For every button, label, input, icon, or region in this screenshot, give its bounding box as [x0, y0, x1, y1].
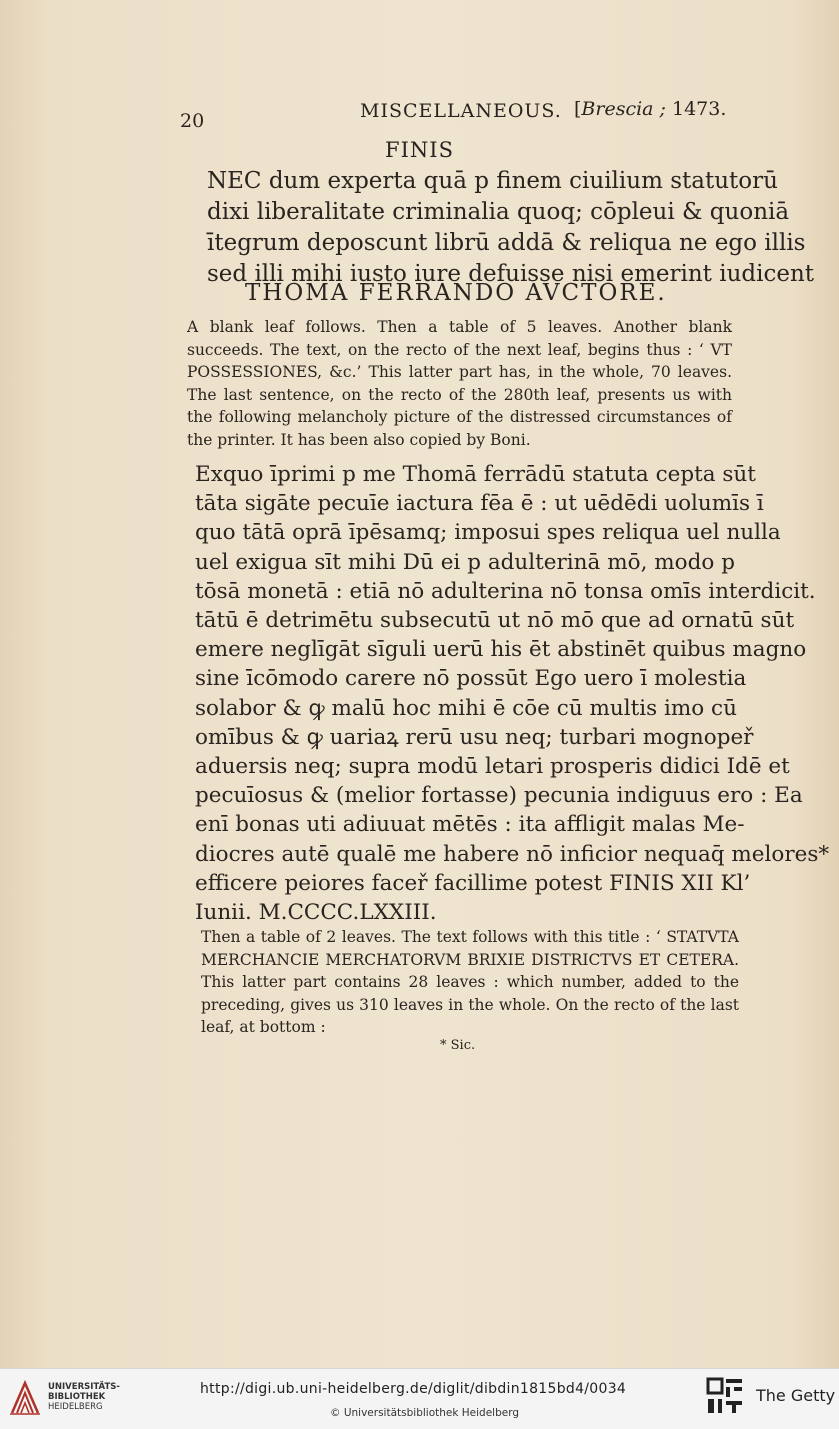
permalink-url[interactable]: http://digi.ub.uni-heidelberg.de/diglit/dibdin1815bd4/0034 — [200, 1381, 627, 1397]
lament-line: sine īcōmodo carere nō possūt Ego uero ī molestia — [195, 666, 747, 692]
library-name-line: HEIDELBERG — [48, 1402, 103, 1412]
colophon-line: sed illi mihi iusto iure defuisse nisi emerint iudicent — [207, 261, 815, 287]
lament-line: efficere peiores faceř facillime potest FINIS XII Kl’ — [195, 870, 751, 896]
colophon-text — [207, 166, 815, 290]
lament-line: Exquo īprimi p me Thomā ferrādū statuta cepta sūt — [195, 462, 756, 487]
university-library-logo-icon[interactable] — [8, 1377, 42, 1417]
lament-line: aduersis neq; supra modū letari prosperis didici Idē et — [195, 754, 790, 780]
lament-line: quo tātā oprā īpēsamq; imposui spes reliqua uel nulla — [195, 520, 781, 546]
colophon-line: ītegrum deposcunt librū addā & reliqua ne ego illis — [207, 230, 806, 256]
lament-line: tāta sigāte pecuīe iactura fēa ē : ut uēdēdi uolumīs ī — [195, 491, 764, 517]
copyright-notice: © Universitätsbibliothek Heidelberg — [330, 1407, 520, 1419]
lament-line: tātū ē detrimētu subsecutū ut nō mō que ad ornatū sūt — [195, 608, 795, 634]
running-header — [180, 100, 740, 130]
getty-name: The Getty — [756, 1386, 836, 1405]
place-year: 1473. — [672, 98, 727, 120]
footnote: * Sic. — [440, 1038, 476, 1053]
description-paragraph-1: A blank leaf follows. Then a table of 5 leaves. Another blank succeeds. The text, on the recto of the next leaf, begins thus : ‘ VT POSSESSIONES, &c.’ This latter part has, in the whole, 70 leaves. The last sentence, on the recto of the 280th leaf, presents us with the following melancholy picture of the distressed circumstances of the printer. It has been also copied by Boni. — [187, 318, 732, 449]
author-line: THOMA FERRANDO AVCTORE. — [245, 280, 667, 306]
library-name-line: BIBLIOTHEK — [48, 1392, 106, 1402]
place-name: Brescia ; — [581, 98, 666, 120]
place-bracket: [ — [574, 98, 582, 120]
lament-line: uel exigua sīt mihi Dū ei p adulterinā mō, modo p — [195, 549, 735, 575]
finis-heading: FINIS — [385, 138, 454, 162]
colophon-line: NEC dum experta quā p finem ciuilium statutorū — [207, 168, 778, 194]
running-title: MISCELLANEOUS. — [360, 100, 562, 122]
getty-logo-icon[interactable] — [706, 1377, 744, 1415]
printer-lament-text — [195, 460, 830, 927]
lament-line: pecuīosus & (melior fortasse) pecunia indiguus ero : Ea — [195, 783, 803, 809]
lament-line: solabor & ꝙ malū hoc mihi ē cōe cū multis imo cū — [195, 695, 737, 721]
lament-line: omībus & ꝙ uariaꝝ rerū usu neq; turbari mognopeř — [195, 724, 754, 750]
description-paragraph-2: Then a table of 2 leaves. The text follows with this title : ‘ STATVTA MERCHANCIE MERCHATORVM BRIXIE DISTRICTVS ET CETERA. This latter part contains 28 leaves : which number, added to the preceding, gives us 310 leaves in the whole. On the recto of the last leaf, at bottom : — [201, 928, 739, 1036]
library-name — [48, 1382, 120, 1412]
colophon-line: dixi liberalitate criminalia quoq; cōpleui & quoniā — [207, 199, 790, 225]
lament-line: diocres autē qualē me habere nō inficior nequaq̄ melores* — [195, 841, 830, 867]
lament-line: emere neglīgāt sīguli uerū his ēt abstinēt quibus magno — [195, 637, 807, 663]
page-number: 20 — [180, 110, 205, 132]
running-place — [574, 98, 726, 120]
lament-line: enī bonas uti adiuuat mētēs : ita affligit malas Me- — [195, 812, 745, 838]
library-name-line: UNIVERSITÄTS- — [48, 1382, 120, 1392]
lament-line: Iunii. M.CCCC.LXXIII. — [195, 900, 437, 926]
viewer-footer — [0, 1368, 839, 1429]
lament-line: tōsā monetā : etiā nō adulterina nō tonsa omīs interdicit. — [195, 578, 816, 604]
